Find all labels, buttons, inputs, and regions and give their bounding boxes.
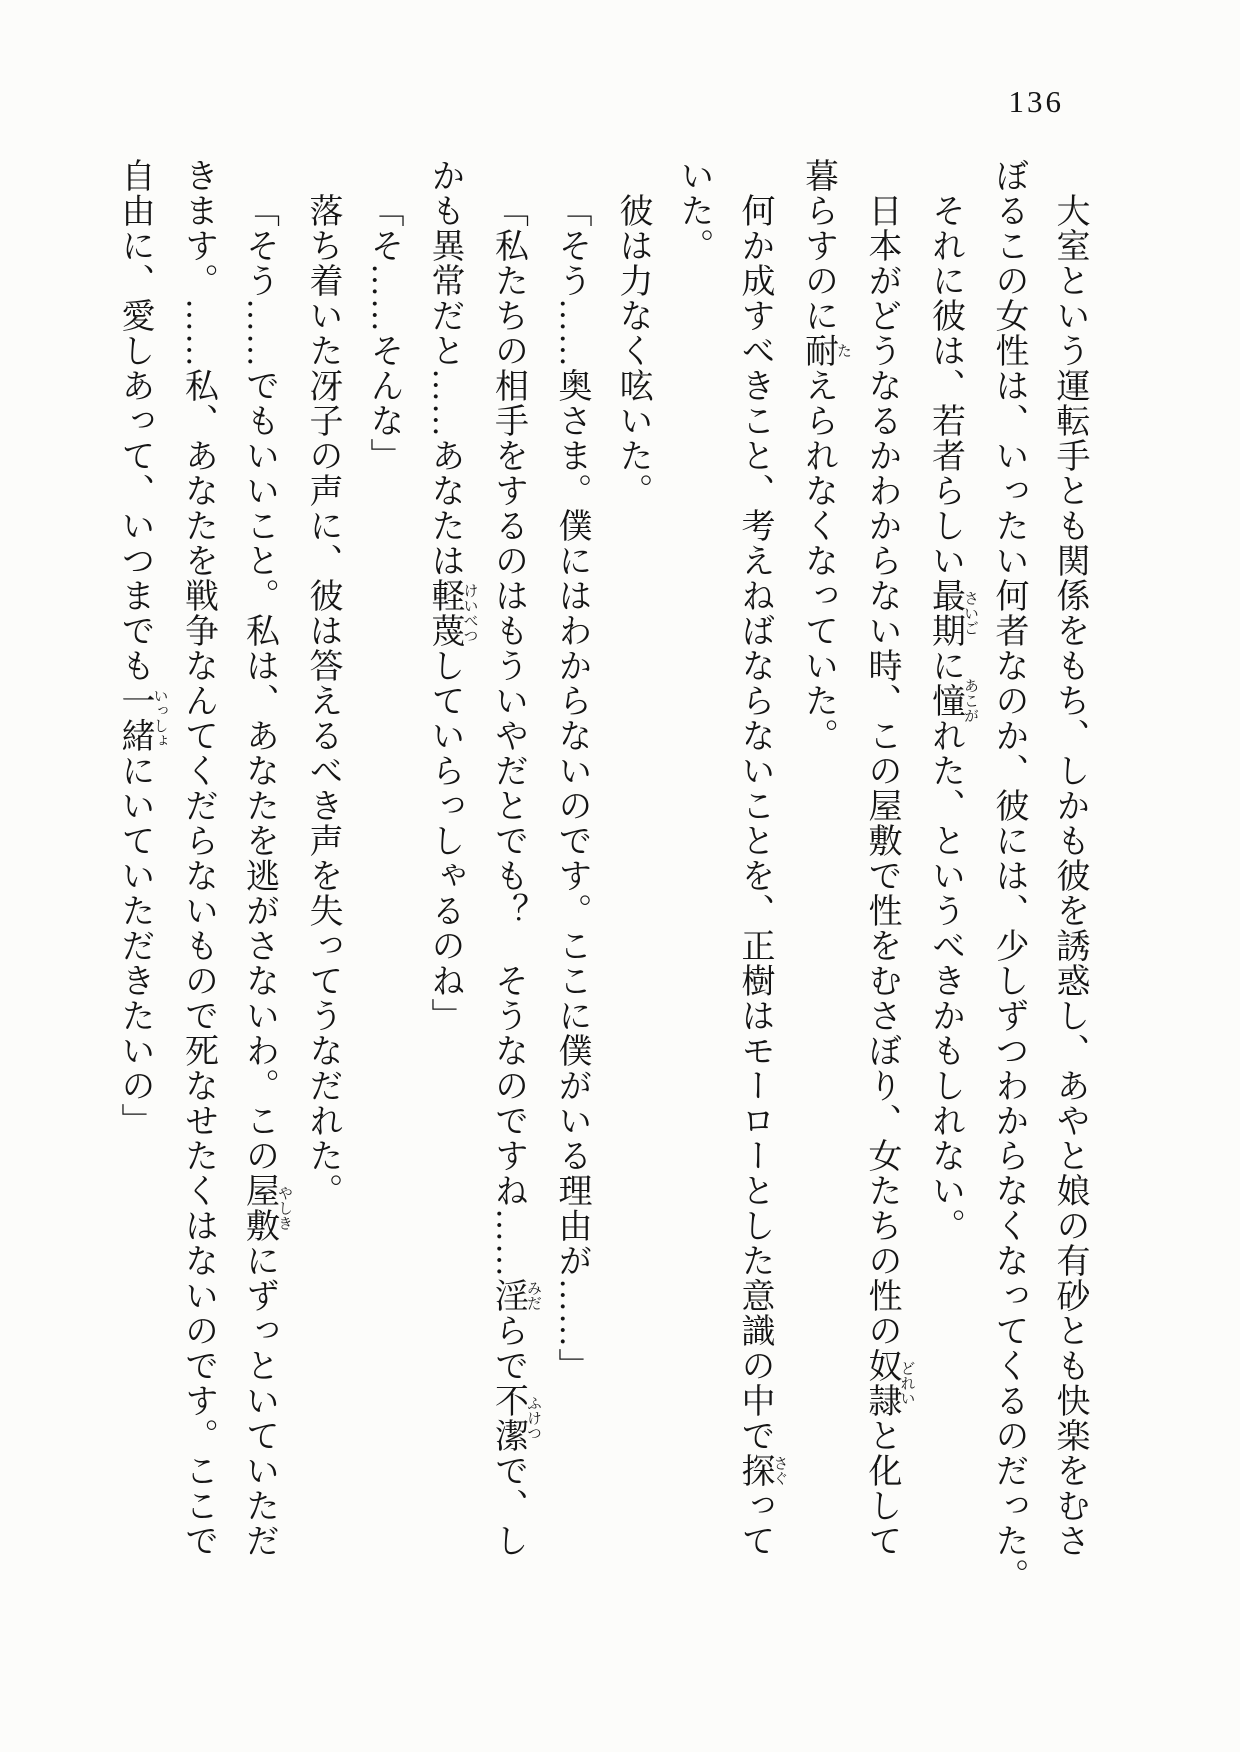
text-line: 「そ……そんな」 (365, 193, 402, 473)
furigana-ruby: 淫みだ (489, 1278, 541, 1313)
text-line: 何か成すべきこと、考えねばならないことを、正樹はモーローとした意識の中で探さぐって (736, 193, 788, 1558)
furigana-ruby: 屋敷やしき (240, 1173, 292, 1243)
furigana-ruby: 奴隷どれい (863, 1348, 915, 1418)
furigana-ruby: 最期さいご (926, 578, 978, 648)
text-line: 彼は力なく呟いた。 (614, 193, 651, 508)
text-line: いた。 (675, 158, 712, 263)
furigana-ruby: 軽蔑けいべつ (426, 578, 478, 648)
text-line: 日本がどうなるかわからない時、この屋敷で性をむさぼり、女たちの性の奴隷どれいと化して (863, 193, 915, 1558)
text-line: ぼるこの女性は、いったい何者なのか、彼には、少しずつわからなくなってくるのだった。 (990, 158, 1027, 1593)
text-line: かも異常だと……あなたは軽蔑けいべつしていらっしゃるのね」 (426, 158, 478, 1033)
text-line: 大室という運転手とも関係をもち、しかも彼を誘惑し、あやと娘の有砂とも快楽をむさ (1051, 193, 1088, 1558)
text-block (104, 158, 1100, 1610)
text-line: 自由に、愛しあって、いつまでも一緒いっしょにいていただきたいの」 (116, 158, 168, 1138)
furigana-ruby: 不潔ふけつ (489, 1383, 541, 1453)
text-line: 落ち着いた冴子の声に、彼は答えるべき声を失ってうなだれた。 (304, 193, 341, 1208)
text-line: きます。……私、あなたを戦争なんてくだらないもので死なせたくはないのです。ここで (179, 158, 217, 1558)
furigana-ruby: 一緒いっしょ (116, 683, 168, 753)
furigana-ruby: 耐た (799, 333, 851, 368)
text-line: それに彼は、若者らしい最期さいごに憧あこがれた、というべきかもしれない。 (926, 193, 978, 1243)
furigana-ruby: 憧あこが (926, 678, 978, 723)
text-line: 「私たちの相手をするのはもういやだとでも？ そうなのですね……淫みだらで不潔ふけつで、し (489, 193, 541, 1558)
text-line: 「そう……でもいいこと。私は、あなたを逃がさないわ。この屋敷やしきにずっといていただ (240, 193, 292, 1558)
text-line: 暮らすのに耐たえられなくなっていた。 (799, 158, 851, 753)
furigana-ruby: 探さぐ (736, 1453, 788, 1488)
text-line: 「そう……奥さま。僕にはわからないのです。ここに僕がいる理由が……」 (553, 193, 590, 1383)
page-number: 136 (1008, 84, 1064, 119)
